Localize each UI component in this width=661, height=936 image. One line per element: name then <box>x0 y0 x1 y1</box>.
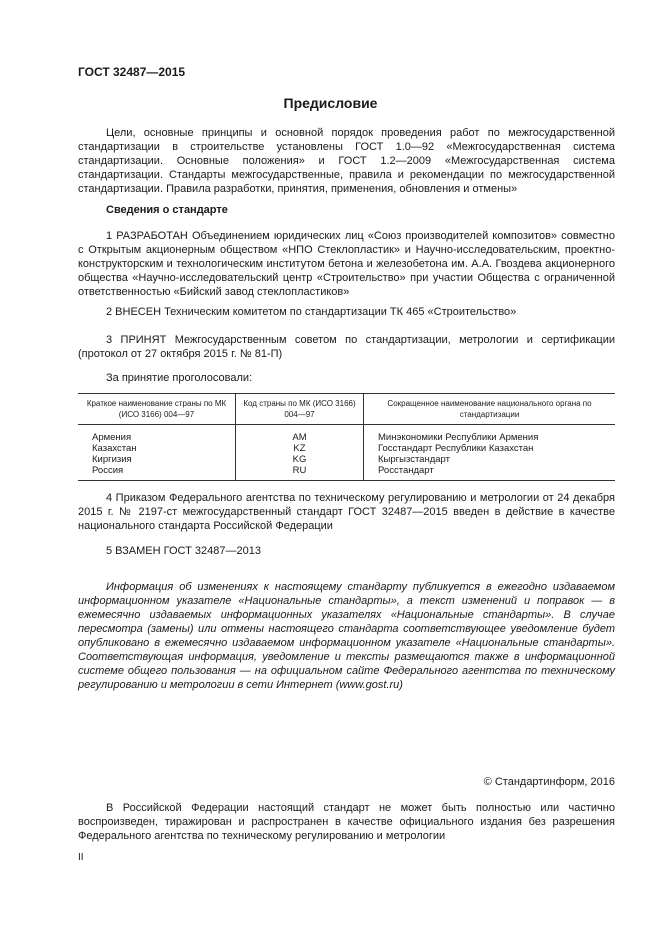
table-row <box>78 454 615 465</box>
item-3 <box>78 333 615 361</box>
item-4 <box>78 491 615 533</box>
country-cell: Казахстан <box>92 443 137 454</box>
country-cell: Киргизия <box>92 454 132 465</box>
intro-paragraph <box>78 126 615 196</box>
intro-text: Цели, основные принципы и основной порядок проведения работ по межгосударственной стандартизации в строительстве установлены ГОСТ 1.0—92 «Межгосударственная система стандартизации. Основные положения» и ГОСТ 1.2—2009 «Межгосударственная система стандартизации. Стандарты межгосударственные, правила и рекомендации по межгосударственной стандартизации. Правила разработки, принятия, применения, обновления и отмены» <box>78 127 615 195</box>
info-note <box>78 580 615 692</box>
table-row <box>78 443 615 454</box>
document-header: ГОСТ 32487—2015 <box>78 65 186 79</box>
item-3-text: 3 ПРИНЯТ Межгосударственным советом по стандартизации, метрологии и сертификации (протокол от 27 октября 2015 г. № 81-П) <box>78 334 615 360</box>
item-5-text: 5 ВЗАМЕН ГОСТ 32487—2013 <box>106 545 261 557</box>
item-4-text: 4 Приказом Федерального агентства по техническому регулированию и метрологии от 24 декабря 2015 г. № 2197-ст межгосударственный стандарт ГОСТ 32487—2015 введен в действие в качестве национального стандарта Российской Федерации <box>78 492 615 532</box>
item-1-text: 1 РАЗРАБОТАН Объединением юридических лиц «Союз производителей композитов» совместно с Открытым акционерным обществом «НПО Стеклопластик» и Научно-исследовательским, проектно-конструкторским и технологическим институтом бетона и железобетона им. А.А. Гвоздева акционерного общества «Научно-исследовательский центр «Строительство» при участии Общества с ограниченной ответственностью «Бийский завод стеклопластиков» <box>78 230 615 298</box>
votes-header-country: Краткое наименование страны по МК (ИСО 3166) 004—97 <box>78 394 236 425</box>
item-1 <box>78 229 615 299</box>
votes-intro <box>78 371 615 385</box>
votes-table <box>78 393 615 481</box>
info-note-text: Информация об изменениях к настоящему стандарту публикуется в ежегодно издаваемом информационном указателе «Национальные стандарты», а текст изменений и поправок — в ежемесячно издаваемых информационных указателях «Национальные стандарты». В случае пересмотра (замены) или отмены настоящего стандарта соответствующее уведомление будет опубликовано в ежемесячно издаваемом информационном указателе «Национальные стандарты». Соответствующая информация, уведомление и тексты размещаются также в информационной системе общего пользования — на официальном сайте Федерального агентства по техническому регулированию и метрологии в сети Интернет (www.gost.ru) <box>78 581 615 691</box>
page-title: Предисловие <box>283 95 378 111</box>
item-2 <box>78 305 615 319</box>
copyright: © Стандартинформ, 2016 <box>483 776 615 788</box>
reproduction-notice-text: В Российской Федерации настоящий стандарт не может быть полностью или частично воспроизведен, тиражирован и распространен в качестве официального издания без разрешения Федерального агентства по техническому регулированию и метрологии <box>78 802 615 842</box>
table-row <box>78 465 615 481</box>
code-cell: AM <box>236 425 364 444</box>
item-5 <box>78 544 615 558</box>
country-cell: Россия <box>78 465 236 481</box>
code-cell: KG <box>236 454 364 465</box>
votes-header-body: Сокращенное наименование национального органа по стандартизации <box>364 394 616 425</box>
table-row <box>78 425 615 444</box>
section-heading: Сведения о стандарте <box>106 204 228 216</box>
body-cell: Росстандарт <box>364 465 616 481</box>
reproduction-notice <box>78 801 615 843</box>
item-2-text: 2 ВНЕСЕН Техническим комитетом по стандартизации ТК 465 «Строительство» <box>106 306 517 318</box>
votes-header-code: Код страны по МК (ИСО 3166) 004—97 <box>236 394 364 425</box>
body-cell: Госстандарт Республики Казахстан <box>364 443 616 454</box>
votes-intro-text: За принятие проголосовали: <box>106 372 253 384</box>
body-cell: Минэкономики Республики Армения <box>364 425 616 444</box>
country-cell: Армения <box>92 432 132 443</box>
section-heading-block <box>78 203 615 217</box>
page-number: II <box>78 852 84 863</box>
code-cell: RU <box>236 465 364 481</box>
code-cell: KZ <box>236 443 364 454</box>
votes-table-header-row <box>78 394 615 425</box>
body-cell: Кыргызстандарт <box>364 454 616 465</box>
